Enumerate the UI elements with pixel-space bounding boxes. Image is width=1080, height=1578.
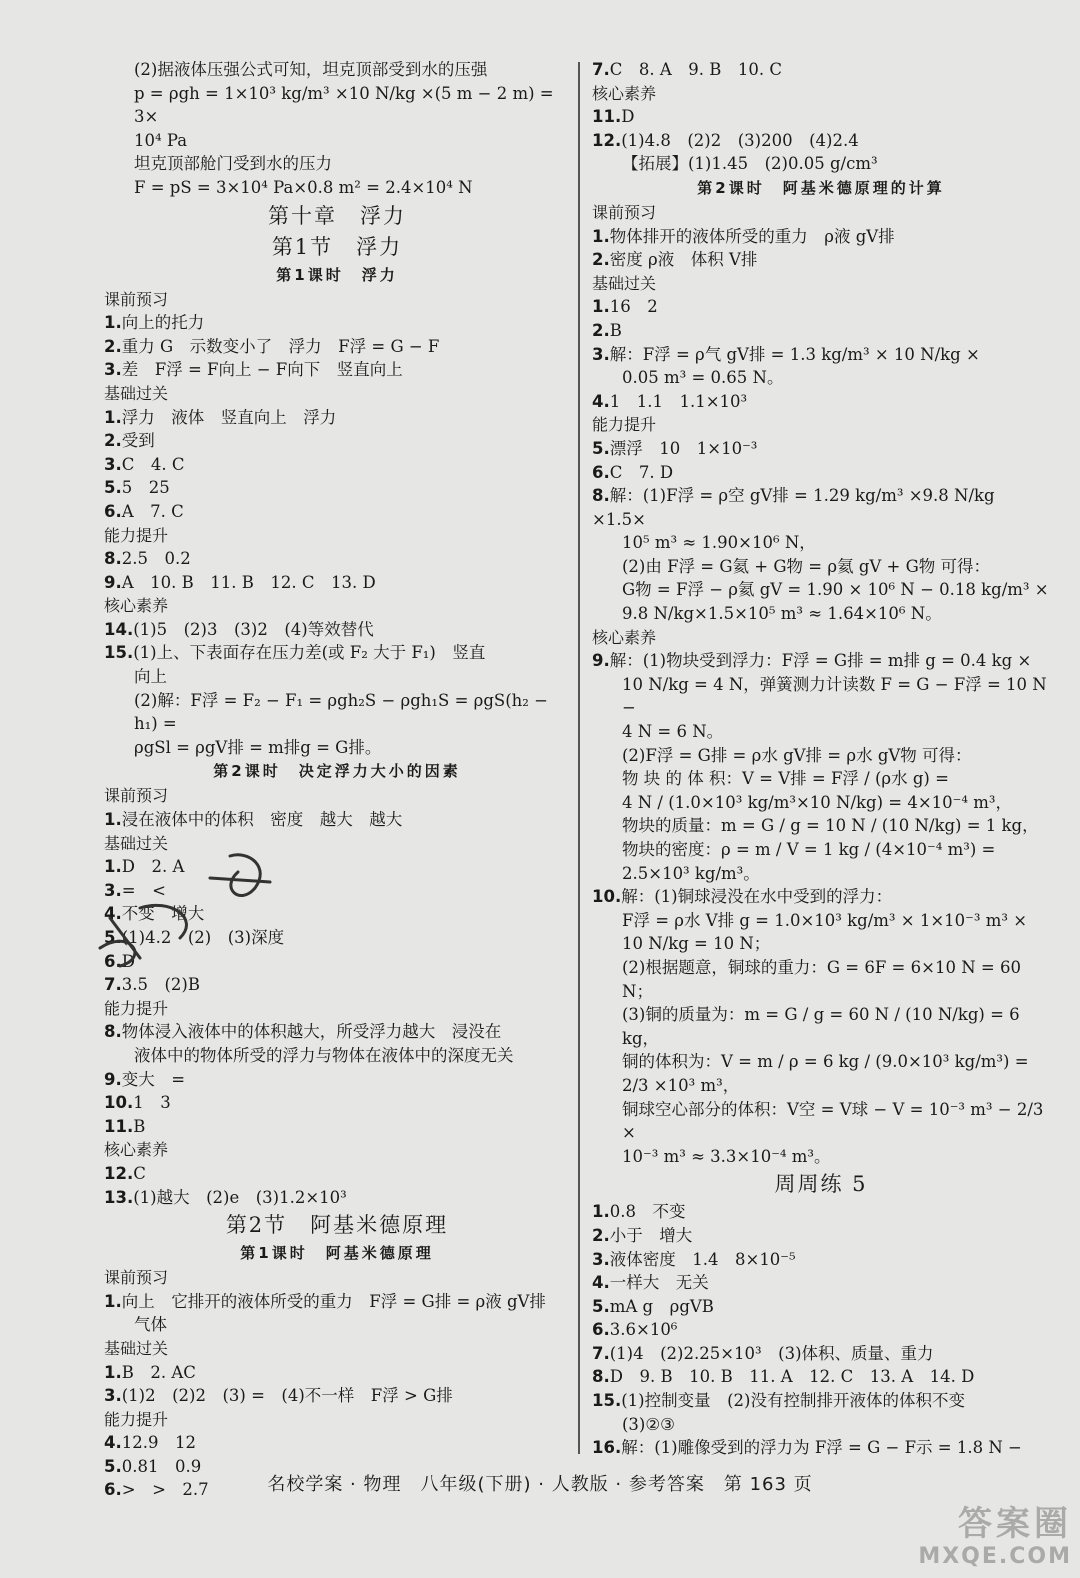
answer-line — [592, 343, 1050, 367]
section-label: 基础过关 — [104, 833, 169, 853]
answer-text: D — [121, 951, 135, 971]
answer-text: A 10. B 11. B 12. C 13. D — [121, 572, 376, 592]
answer-text: 3.5 (2)B — [121, 975, 200, 995]
question-number: 4. — [104, 1433, 122, 1453]
answer-text: = < — [121, 880, 166, 900]
question-number: 15. — [592, 1391, 622, 1411]
section-label: 课前预习 — [592, 202, 657, 222]
lesson-heading: 第1课时 阿基米德原理 — [240, 1244, 434, 1263]
answer-continuation: 液体中的物体所受的浮力与物体在液体中的深度无关 — [134, 1045, 514, 1065]
answer-text: 物体浸入液体中的体积越大，所受浮力越大 浸没在 — [121, 1022, 502, 1042]
question-number: 5. — [592, 1296, 610, 1316]
answer-line — [104, 429, 570, 453]
answer-text: B 2. AC — [121, 1362, 196, 1382]
question-number: 8. — [592, 1367, 610, 1387]
question-number: 1. — [592, 297, 610, 317]
answer-text: (1)5 (2)3 (3)2 (4)等效替代 — [133, 619, 374, 639]
answer-continuation: 10 N/kg = 10 N； — [622, 934, 771, 954]
section-label: 基础过关 — [104, 383, 169, 403]
section-label: 能力提升 — [592, 415, 657, 435]
answer-line — [592, 1318, 1050, 1342]
answer-line — [104, 311, 570, 335]
question-number: 2. — [104, 431, 122, 451]
question-number: 1. — [592, 226, 610, 246]
answer-line — [592, 437, 1050, 461]
question-number: 7. — [592, 60, 610, 79]
answer-line — [104, 1068, 570, 1092]
answer-text: (1)4 (2)2.25×10³ (3)体积、质量、重力 — [609, 1343, 934, 1363]
answer-line — [104, 476, 570, 500]
question-number: 1. — [104, 810, 122, 830]
answer-text: (1)2 (2)2 (3) = (4)不一样 F浮 > G排 — [121, 1386, 453, 1406]
question-number: 1. — [592, 1202, 610, 1222]
answer-continuation: 【拓展】(1)1.45 (2)0.05 g/cm³ — [622, 154, 878, 174]
question-number: 9. — [592, 651, 610, 671]
answer-continuation: 向上 — [134, 667, 167, 687]
answer-continuation: 10⁴ Pa — [134, 130, 188, 150]
lesson-heading: 第1课时 浮力 — [276, 265, 398, 284]
answer-continuation: 物块的密度：ρ = m / V = 1 kg / (4×10⁻⁴ m³) = 2.5×10³ kg/m³。 — [622, 840, 1001, 883]
question-number: 6. — [104, 1480, 122, 1500]
answer-continuation: 4 N = 6 N。 — [622, 722, 724, 742]
answer-text: 受到 — [121, 431, 155, 451]
answer-text: 12.9 12 — [121, 1433, 196, 1453]
section-label: 能力提升 — [104, 998, 169, 1018]
question-number: 10. — [592, 887, 622, 907]
question-number: 8. — [592, 486, 610, 506]
answer-continuation: 4 N / (1.0×10³ kg/m³×10 N/kg) = 4×10⁻⁴ m³， — [622, 792, 1012, 812]
answer-text: (1)越大 (2)e (3)1.2×10³ — [133, 1187, 347, 1207]
answer-text: 2.5 0.2 — [121, 549, 191, 569]
answer-text: 小于 增大 — [609, 1225, 693, 1245]
answer-text: C 8. A 9. B 10. C — [609, 60, 783, 79]
question-number: 6. — [592, 1320, 610, 1340]
answer-line — [592, 1200, 1050, 1224]
section-label: 核心素养 — [104, 596, 169, 616]
question-number: 1. — [104, 1362, 122, 1382]
answer-text: 解：(1)雕像受到的浮力为 F浮 = G − F示 = 1.8 N − — [621, 1438, 1022, 1458]
chapter-heading: 第十章 浮力 — [268, 203, 406, 228]
question-number: 3. — [104, 360, 122, 380]
answer-text: 向上的托力 — [121, 313, 205, 333]
answer-continuation: (2)解：F浮 = F₂ − F₁ = ρgh₂S − ρgh₁S = ρgS(h₂ − h₁) = — [134, 690, 554, 734]
answer-text: 浮力 液体 竖直向上 浮力 — [121, 407, 337, 427]
answer-text: 解：(1)铜球浸没在水中受到的浮力： — [621, 887, 893, 907]
answer-line — [104, 1020, 570, 1044]
answer-continuation: 铜的体积为：V = m / ρ = 6 kg / (9.0×10³ kg/m³) = 2/3 ×10³ m³， — [622, 1052, 1034, 1095]
answer-text: 物体排开的液体所受的重力 ρ液 gV排 — [609, 226, 895, 246]
answer-continuation: G物 = F浮 − ρ氦 gV = 1.90 × 10⁶ N − 0.18 kg/m³ × — [622, 580, 1049, 600]
answer-continuation: 10⁻³ m³ ≈ 3.3×10⁻⁴ m³。 — [622, 1146, 831, 1166]
answer-text: 漂浮 10 1×10⁻³ — [609, 438, 758, 458]
question-number: 5. — [104, 1456, 122, 1476]
chapter-heading: 周周练 5 — [774, 1172, 868, 1197]
question-number: 3. — [104, 454, 122, 474]
answer-line — [592, 1248, 1050, 1272]
answer-line — [592, 649, 1050, 673]
answer-line — [104, 335, 570, 359]
question-number: 3. — [104, 1386, 122, 1406]
answer-line — [104, 406, 570, 430]
question-number: 13. — [104, 1187, 134, 1207]
answer-line — [104, 358, 570, 382]
watermark — [882, 1504, 1072, 1574]
section-label: 基础过关 — [592, 273, 657, 293]
answer-text: B — [133, 1116, 146, 1136]
answer-line — [104, 808, 570, 832]
answer-continuation: (2)根据题意，铜球的重力：G = 6F = 6×10 N = 60 N； — [622, 957, 1027, 1001]
answer-line — [592, 225, 1050, 249]
answer-text: 变大 = — [121, 1069, 186, 1089]
answer-text: mA g ρgVB — [609, 1296, 714, 1316]
answer-line — [592, 1436, 1050, 1460]
answer-text: 5 25 — [121, 478, 170, 498]
question-number: 6. — [592, 462, 610, 482]
answer-continuation: 0.05 m³ = 0.65 N。 — [622, 368, 784, 388]
question-number: 10. — [104, 1093, 134, 1113]
answer-continuation: 10⁵ m³ ≈ 1.90×10⁶ N， — [622, 533, 816, 553]
answer-line — [592, 319, 1050, 343]
answer-line — [104, 1186, 570, 1210]
question-number: 7. — [592, 1343, 610, 1363]
answer-text: 差 F浮 = F向上 − F向下 竖直向上 — [121, 360, 403, 380]
answer-continuation: 9.8 N/kg×1.5×10⁵ m³ ≈ 1.64×10⁶ N。 — [622, 604, 942, 624]
answer-text: 3.6×10⁶ — [609, 1320, 678, 1340]
answer-line — [104, 973, 570, 997]
answer-continuation: 铜球空心部分的体积：V空 = V球 − V = 10⁻³ m³ − 2/3 × — [622, 1099, 1049, 1143]
answer-line — [592, 1389, 1050, 1413]
question-number: 11. — [104, 1116, 134, 1136]
answer-text: 向上 它排开的液体所受的重力 F浮 = G排 = ρ液 gV排 — [121, 1291, 546, 1311]
answer-line — [592, 1271, 1050, 1295]
answer-text: 重力 G 示数变小了 浮力 F浮 = G − F — [121, 336, 440, 356]
answer-continuation: (3)②③ — [622, 1414, 675, 1434]
answer-text: 液体密度 1.4 8×10⁻⁵ — [609, 1249, 796, 1269]
question-number: 4. — [592, 391, 610, 411]
answer-line — [104, 1361, 570, 1385]
chapter-heading: 第1节 浮力 — [271, 234, 403, 259]
question-number: 3. — [104, 880, 122, 900]
answer-line — [104, 500, 570, 524]
section-label: 核心素养 — [104, 1140, 169, 1160]
answer-line — [104, 855, 570, 879]
answer-text: A 7. C — [121, 501, 184, 521]
question-number: 6. — [104, 501, 122, 521]
question-number: 1. — [104, 1291, 122, 1311]
answer-text: 1 1.1 1.1×10³ — [609, 391, 748, 411]
question-number: 1. — [104, 857, 122, 877]
answer-continuation: (3)铜的质量为：m = G / g = 60 N / (10 N/kg) = 6 kg， — [622, 1005, 1025, 1048]
answer-line — [104, 618, 570, 642]
answer-line — [592, 1342, 1050, 1366]
answer-text: 0.81 0.9 — [121, 1456, 202, 1476]
section-label: 课前预习 — [104, 289, 169, 309]
answer-line — [104, 1290, 570, 1314]
chapter-heading: 第2节 阿基米德原理 — [225, 1213, 449, 1238]
answer-continuation: 10 N/kg = 4 N，弹簧测力计读数 F = G − F浮 = 10 N − — [622, 674, 1052, 718]
page-footer: 名校学案 · 物理 八年级(下册) · 人教版 · 参考答案 第 163 页 — [267, 1474, 813, 1495]
section-label: 核心素养 — [592, 627, 657, 647]
answer-line — [592, 105, 1050, 129]
answer-line — [104, 1384, 570, 1408]
watermark-url: MXQE.COM — [918, 1544, 1072, 1569]
section-label: 课前预习 — [104, 1268, 169, 1288]
lesson-heading: 第2课时 阿基米德原理的计算 — [697, 178, 945, 197]
question-number: 12. — [104, 1163, 134, 1183]
answer-text: 密度 ρ液 体积 V排 — [609, 250, 758, 270]
question-number: 12. — [592, 130, 622, 150]
answer-line — [104, 1431, 570, 1455]
section-label: 基础过关 — [104, 1338, 169, 1358]
answer-continuation: 物 块 的 体 积：V = V排 = F浮 / (ρ水 g) = — [622, 769, 949, 789]
answer-line — [592, 461, 1050, 485]
answer-text: B — [609, 320, 622, 340]
answer-continuation: p = ρgh = 1×10³ kg/m³ ×10 N/kg ×(5 m − 2 m) = 3× — [134, 83, 559, 127]
question-number: 2. — [592, 320, 610, 340]
section-label: 核心素养 — [592, 83, 657, 103]
answer-continuation: (2)由 F浮 = G氦 + G物 = ρ氦 gV + G物 可得： — [622, 556, 991, 576]
answer-line — [104, 1162, 570, 1186]
answer-text: (1)控制变量 (2)没有控制排开液体的体积不变 — [621, 1391, 965, 1411]
answer-text: 1 3 — [133, 1093, 171, 1113]
answer-text: D 2. A — [121, 857, 185, 877]
answer-line — [104, 926, 570, 950]
watermark-logo: 答案圈 — [958, 1504, 1072, 1544]
answer-continuation: (2)据液体压强公式可知，坦克顶部受到水的压强 — [134, 60, 488, 79]
question-number: 5. — [104, 928, 122, 947]
question-number: 3. — [592, 344, 610, 364]
answer-line — [592, 1295, 1050, 1319]
answer-text: C 4. C — [121, 454, 185, 474]
answer-text: 16 2 — [609, 297, 658, 317]
question-number: 15. — [104, 643, 134, 663]
answer-line — [592, 484, 1050, 531]
answer-line — [104, 1115, 570, 1139]
answer-line — [592, 129, 1050, 153]
answer-text: (1)4.8 (2)2 (3)200 (4)2.4 — [621, 130, 859, 150]
answer-text: 浸在液体中的体积 密度 越大 越大 — [121, 810, 403, 830]
question-number: 2. — [592, 250, 610, 270]
question-number: 9. — [104, 1069, 122, 1089]
question-number: 1. — [104, 407, 122, 427]
answer-text: > > 2.7 — [121, 1480, 209, 1500]
answer-text: 解：(1)物块受到浮力：F浮 = G排 = m排 g = 0.4 kg × — [609, 651, 1032, 671]
left-column — [104, 58, 570, 1502]
answer-continuation: (2)F浮 = G排 = ρ水 gV排 = ρ水 gV物 可得： — [622, 745, 972, 765]
answer-text: (1)4.2 (2) (3)深度 — [121, 928, 285, 947]
answer-text: D 9. B 10. B 11. A 12. C 13. A 14. D — [609, 1367, 975, 1387]
question-number: 7. — [104, 975, 122, 995]
answer-line — [104, 453, 570, 477]
question-number: 16. — [592, 1438, 622, 1458]
question-number: 5. — [104, 478, 122, 498]
answer-line — [592, 248, 1050, 272]
answer-text: D — [621, 107, 635, 127]
answer-text: C — [133, 1163, 146, 1183]
answer-continuation: F浮 = ρ水 V排 g = 1.0×10³ kg/m³ × 1×10⁻³ m³ × — [622, 910, 1028, 930]
answer-line — [592, 295, 1050, 319]
answer-text: 解：F浮 = ρ气 gV排 = 1.3 kg/m³ × 10 N/kg × — [609, 344, 980, 364]
question-number: 4. — [592, 1273, 610, 1293]
section-label: 能力提升 — [104, 525, 169, 545]
answer-line — [592, 1365, 1050, 1389]
right-column — [592, 58, 1050, 1460]
answer-continuation: 坦克顶部舱门受到水的压力 — [134, 154, 332, 174]
question-number: 11. — [592, 107, 622, 127]
answer-text: 不变 增大 — [121, 904, 205, 924]
answer-continuation: F = pS = 3×10⁴ Pa×0.8 m² = 2.4×10⁴ N — [134, 177, 473, 197]
question-number: 3. — [592, 1249, 610, 1269]
answer-line — [104, 571, 570, 595]
answer-line — [104, 879, 570, 903]
section-label: 能力提升 — [104, 1409, 169, 1429]
question-number: 8. — [104, 549, 122, 569]
answer-continuation: ρgSl = ρgV排 = m排g = G排。 — [134, 737, 382, 757]
answer-line — [592, 885, 1050, 909]
answer-line — [592, 390, 1050, 414]
question-number: 1. — [104, 313, 122, 333]
question-number: 2. — [104, 336, 122, 356]
question-number: 9. — [104, 572, 122, 592]
question-number: 14. — [104, 619, 134, 639]
answer-line — [104, 950, 570, 974]
answer-text: 解：(1)F浮 = ρ空 gV排 = 1.29 kg/m³ ×9.8 N/kg ×1.5× — [592, 486, 1000, 529]
question-number: 8. — [104, 1022, 122, 1042]
question-number: 2. — [592, 1225, 610, 1245]
answer-continuation: 气体 — [134, 1315, 167, 1335]
answer-continuation: 物块的质量：m = G / g = 10 N / (10 N/kg) = 1 kg， — [622, 816, 1039, 836]
column-divider — [578, 62, 580, 1454]
answer-line — [104, 547, 570, 571]
question-number: 6. — [104, 951, 122, 971]
question-number: 5. — [592, 438, 610, 458]
answer-line — [592, 1224, 1050, 1248]
answer-line — [592, 58, 1050, 82]
answer-line — [104, 902, 570, 926]
answer-text: (1)上、下表面存在压力差(或 F₂ 大于 F₁) 竖直 — [133, 643, 486, 663]
answer-line — [104, 641, 570, 665]
lesson-heading: 第2课时 决定浮力大小的因素 — [213, 762, 461, 781]
answer-text: 0.8 不变 — [609, 1202, 686, 1222]
question-number: 4. — [104, 904, 122, 924]
answer-line — [104, 1091, 570, 1115]
answer-text: 一样大 无关 — [609, 1273, 709, 1293]
answer-text: C 7. D — [609, 462, 674, 482]
section-label: 课前预习 — [104, 786, 169, 806]
